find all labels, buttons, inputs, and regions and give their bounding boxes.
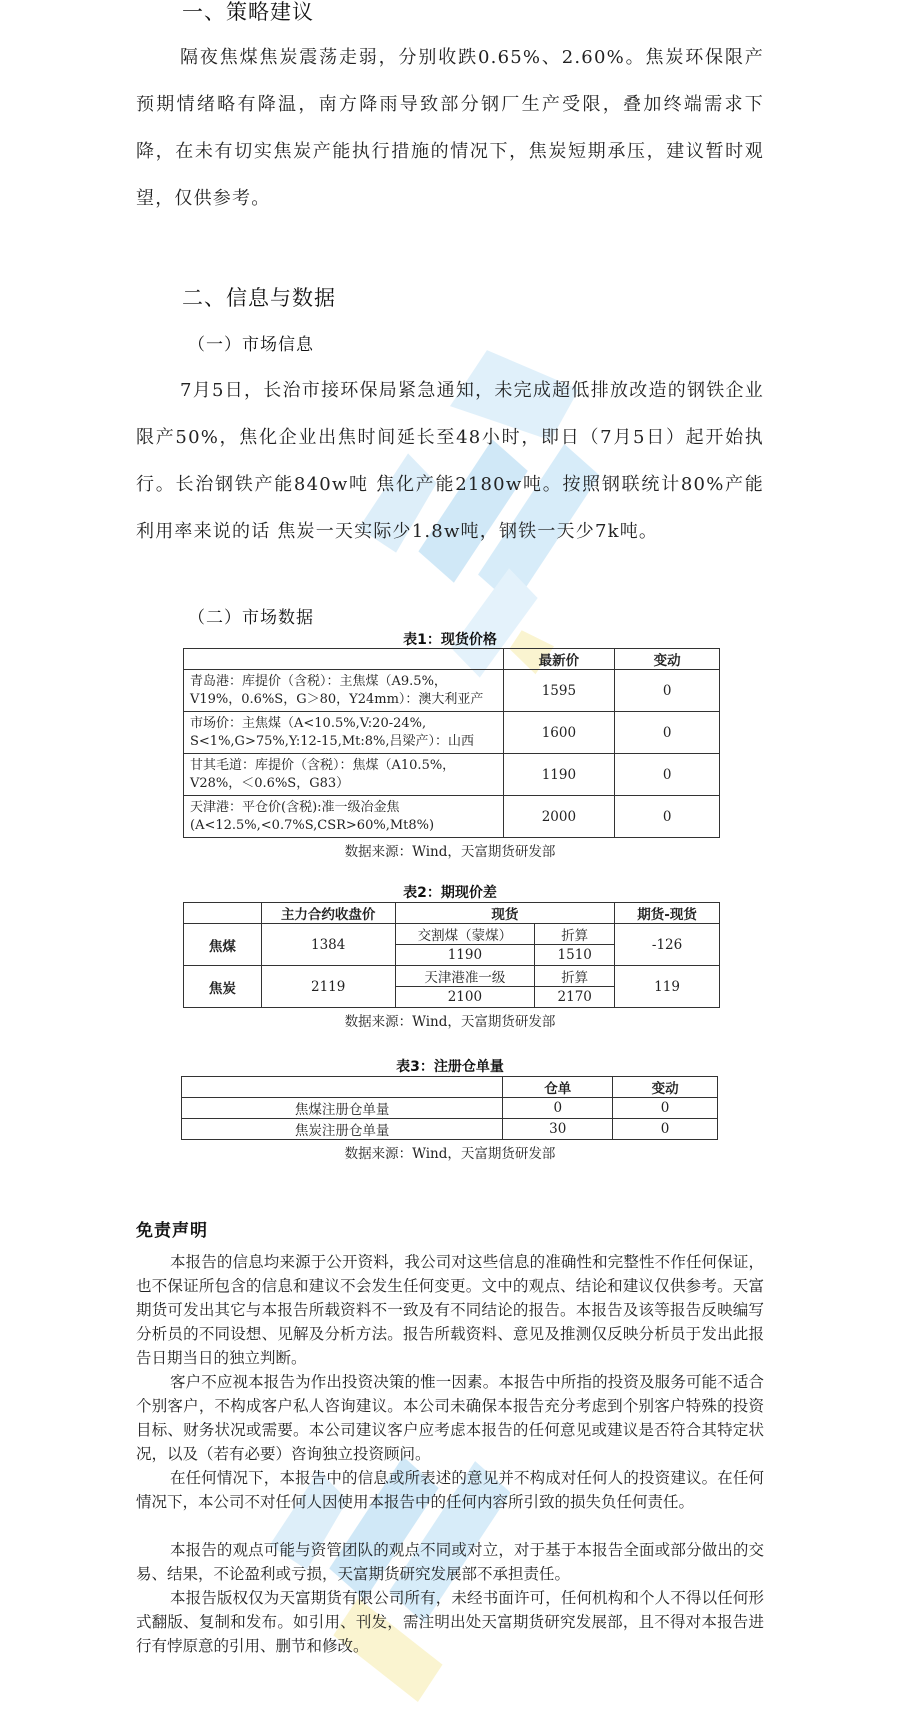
subsection-title-market-data: （二）市场数据 — [188, 608, 314, 628]
table-header-row — [184, 903, 720, 924]
table3-source: 数据来源：Wind，天富期货研发部 — [344, 1146, 556, 1162]
table1-caption: 表1：现货价格 — [403, 632, 497, 648]
table-row — [182, 1119, 718, 1140]
latest-price-cell: 1600 — [503, 712, 615, 754]
spot-item-cell: 天津港：平仓价(含税):准一级冶金焦 (A<12.5%,<0.7%S,CSR>60%,Mt8%) — [184, 796, 504, 838]
table-header-cell: 期货-现货 — [615, 903, 720, 924]
table2-caption: 表2：期现价差 — [403, 885, 497, 901]
spot-item-cell: 甘其毛道：库提价（含税）：焦煤（A10.5%， V28%，＜0.6%S，G83） — [184, 754, 504, 796]
change-cell: 0 — [615, 796, 720, 838]
spot-price-table — [183, 648, 720, 838]
change-cell: 0 — [615, 670, 720, 712]
close-price-cell: 2119 — [261, 966, 395, 1008]
warrant-name-cell: 焦煤注册仓单量 — [182, 1098, 503, 1119]
table-row — [184, 670, 720, 712]
spot-value-cell: 1190 — [395, 945, 535, 966]
change-cell: 0 — [613, 1119, 718, 1140]
futures-spot-spread-table — [183, 902, 720, 1008]
table-row — [184, 754, 720, 796]
table-header-cell: 变动 — [613, 1077, 718, 1098]
close-price-cell: 1384 — [261, 924, 395, 966]
table-row — [182, 1098, 718, 1119]
table-row — [184, 966, 720, 987]
convert-label-cell: 折算 — [535, 966, 615, 987]
product-name-cell: 焦炭 — [184, 966, 262, 1008]
subsection-title-market-info: （一）市场信息 — [188, 335, 314, 355]
table-header-cell: 仓单 — [503, 1077, 613, 1098]
market-info-paragraph: 7月5日，长治市接环保局紧急通知，未完成超低排放改造的钢铁企业限产50%，焦化企业出焦时间延长至48小时，即日（7月5日）起开始执行。长治钢铁产能840w吨 焦化产能2180w吨。按照钢联统计80%产能利用率来说的话 焦炭一天实际少1.8w吨，钢铁一天少7k吨。 — [136, 380, 764, 542]
change-cell: 0 — [615, 712, 720, 754]
table-header-cell: 现货 — [395, 903, 615, 924]
table-header-row — [184, 649, 720, 670]
table1-source: 数据来源：Wind，天富期货研发部 — [344, 844, 556, 860]
disclaimer-title: 免责声明 — [136, 1221, 208, 1241]
table3-caption: 表3：注册仓单量 — [396, 1059, 504, 1075]
table-header-cell — [184, 903, 262, 924]
table-header-cell: 变动 — [615, 649, 720, 670]
disclaimer-paragraph: 本报告的信息均来源于公开资料，我公司对这些信息的准确性和完整性不作任何保证，也不保证所包含的信息和建议不会发生任何变更。文中的观点、结论和建议仅供参考。天富期货可发出其它与本报告所载资料不一致及有不同结论的报告。本报告及该等报告反映编写分析员的不同设想、见解及分析方法。报告所载资料、意见及推测仅反映分析员于发出此报告日期当日的独立判断。 — [136, 1253, 764, 1367]
spread-cell: -126 — [615, 924, 720, 966]
change-cell: 0 — [615, 754, 720, 796]
disclaimer-paragraph: 客户不应视本报告为作出投资决策的惟一因素。本报告中所指的投资及服务可能不适合个别客户，不构成客户私人咨询建议。本公司未确保本报告充分考虑到个别客户特殊的投资目标、财务状况或需要。本公司建议客户应考虑本报告的任何意见或建议是否符合其特定状况，以及（若有必要）咨询独立投资顾问。 — [136, 1373, 764, 1463]
latest-price-cell: 2000 — [503, 796, 615, 838]
convert-value-cell: 1510 — [535, 945, 615, 966]
disclaimer-paragraph: 在任何情况下，本报告中的信息或所表述的意见并不构成对任何人的投资建议。在任何情况下，本公司不对任何人因使用本报告中的任何内容所引致的损失负任何责任。 — [136, 1469, 764, 1511]
spot-value-cell: 2100 — [395, 987, 535, 1008]
change-cell: 0 — [613, 1098, 718, 1119]
table-header-cell: 最新价 — [503, 649, 615, 670]
warrant-value-cell: 30 — [503, 1119, 613, 1140]
product-name-cell: 焦煤 — [184, 924, 262, 966]
table-row — [184, 712, 720, 754]
table-row — [184, 924, 720, 945]
latest-price-cell: 1595 — [503, 670, 615, 712]
latest-price-cell: 1190 — [503, 754, 615, 796]
strategy-paragraph: 隔夜焦煤焦炭震荡走弱，分别收跌0.65%、2.60%。焦炭环保限产预期情绪略有降温，南方降雨导致部分钢厂生产受限，叠加终端需求下降，在未有切实焦炭产能执行措施的情况下，焦炭短期承压，建议暂时观望，仅供参考。 — [136, 47, 764, 209]
spot-label-cell: 交割煤（蒙煤） — [395, 924, 535, 945]
table-header-row — [182, 1077, 718, 1098]
spread-cell: 119 — [615, 966, 720, 1008]
spot-label-cell: 天津港准一级 — [395, 966, 535, 987]
table-header-cell: 主力合约收盘价 — [261, 903, 395, 924]
table2-source: 数据来源：Wind，天富期货研发部 — [344, 1014, 556, 1030]
spot-item-cell: 市场价：主焦煤（A<10.5%,V:20-24%, S<1%,G>75%,Y:12-15,Mt:8%,吕梁产）：山西 — [184, 712, 504, 754]
table-header-cell — [182, 1077, 503, 1098]
warrant-value-cell: 0 — [503, 1098, 613, 1119]
table-row — [184, 796, 720, 838]
registered-warrant-table — [181, 1076, 718, 1140]
warrant-name-cell: 焦炭注册仓单量 — [182, 1119, 503, 1140]
convert-label-cell: 折算 — [535, 924, 615, 945]
section-title-strategy: 一、策略建议 — [182, 0, 314, 24]
convert-value-cell: 2170 — [535, 987, 615, 1008]
spot-item-cell: 青岛港：库提价（含税）：主焦煤（A9.5%， V19%，0.6%S，G＞80，Y24mm）：澳大利亚产 — [184, 670, 504, 712]
table-header-cell — [184, 649, 504, 670]
disclaimer-paragraph: 本报告的观点可能与资管团队的观点不同或对立，对于基于本报告全面或部分做出的交易、结果，不论盈利或亏损，天富期货研究发展部不承担责任。 — [136, 1541, 764, 1583]
section-title-info-data: 二、信息与数据 — [182, 286, 336, 310]
disclaimer-paragraph: 本报告版权仅为天富期货有限公司所有，未经书面许可，任何机构和个人不得以任何形式翻版、复制和发布。如引用、刊发，需注明出处天富期货研究发展部，且不得对本报告进行有悖原意的引用、删节和修改。 — [136, 1589, 764, 1655]
